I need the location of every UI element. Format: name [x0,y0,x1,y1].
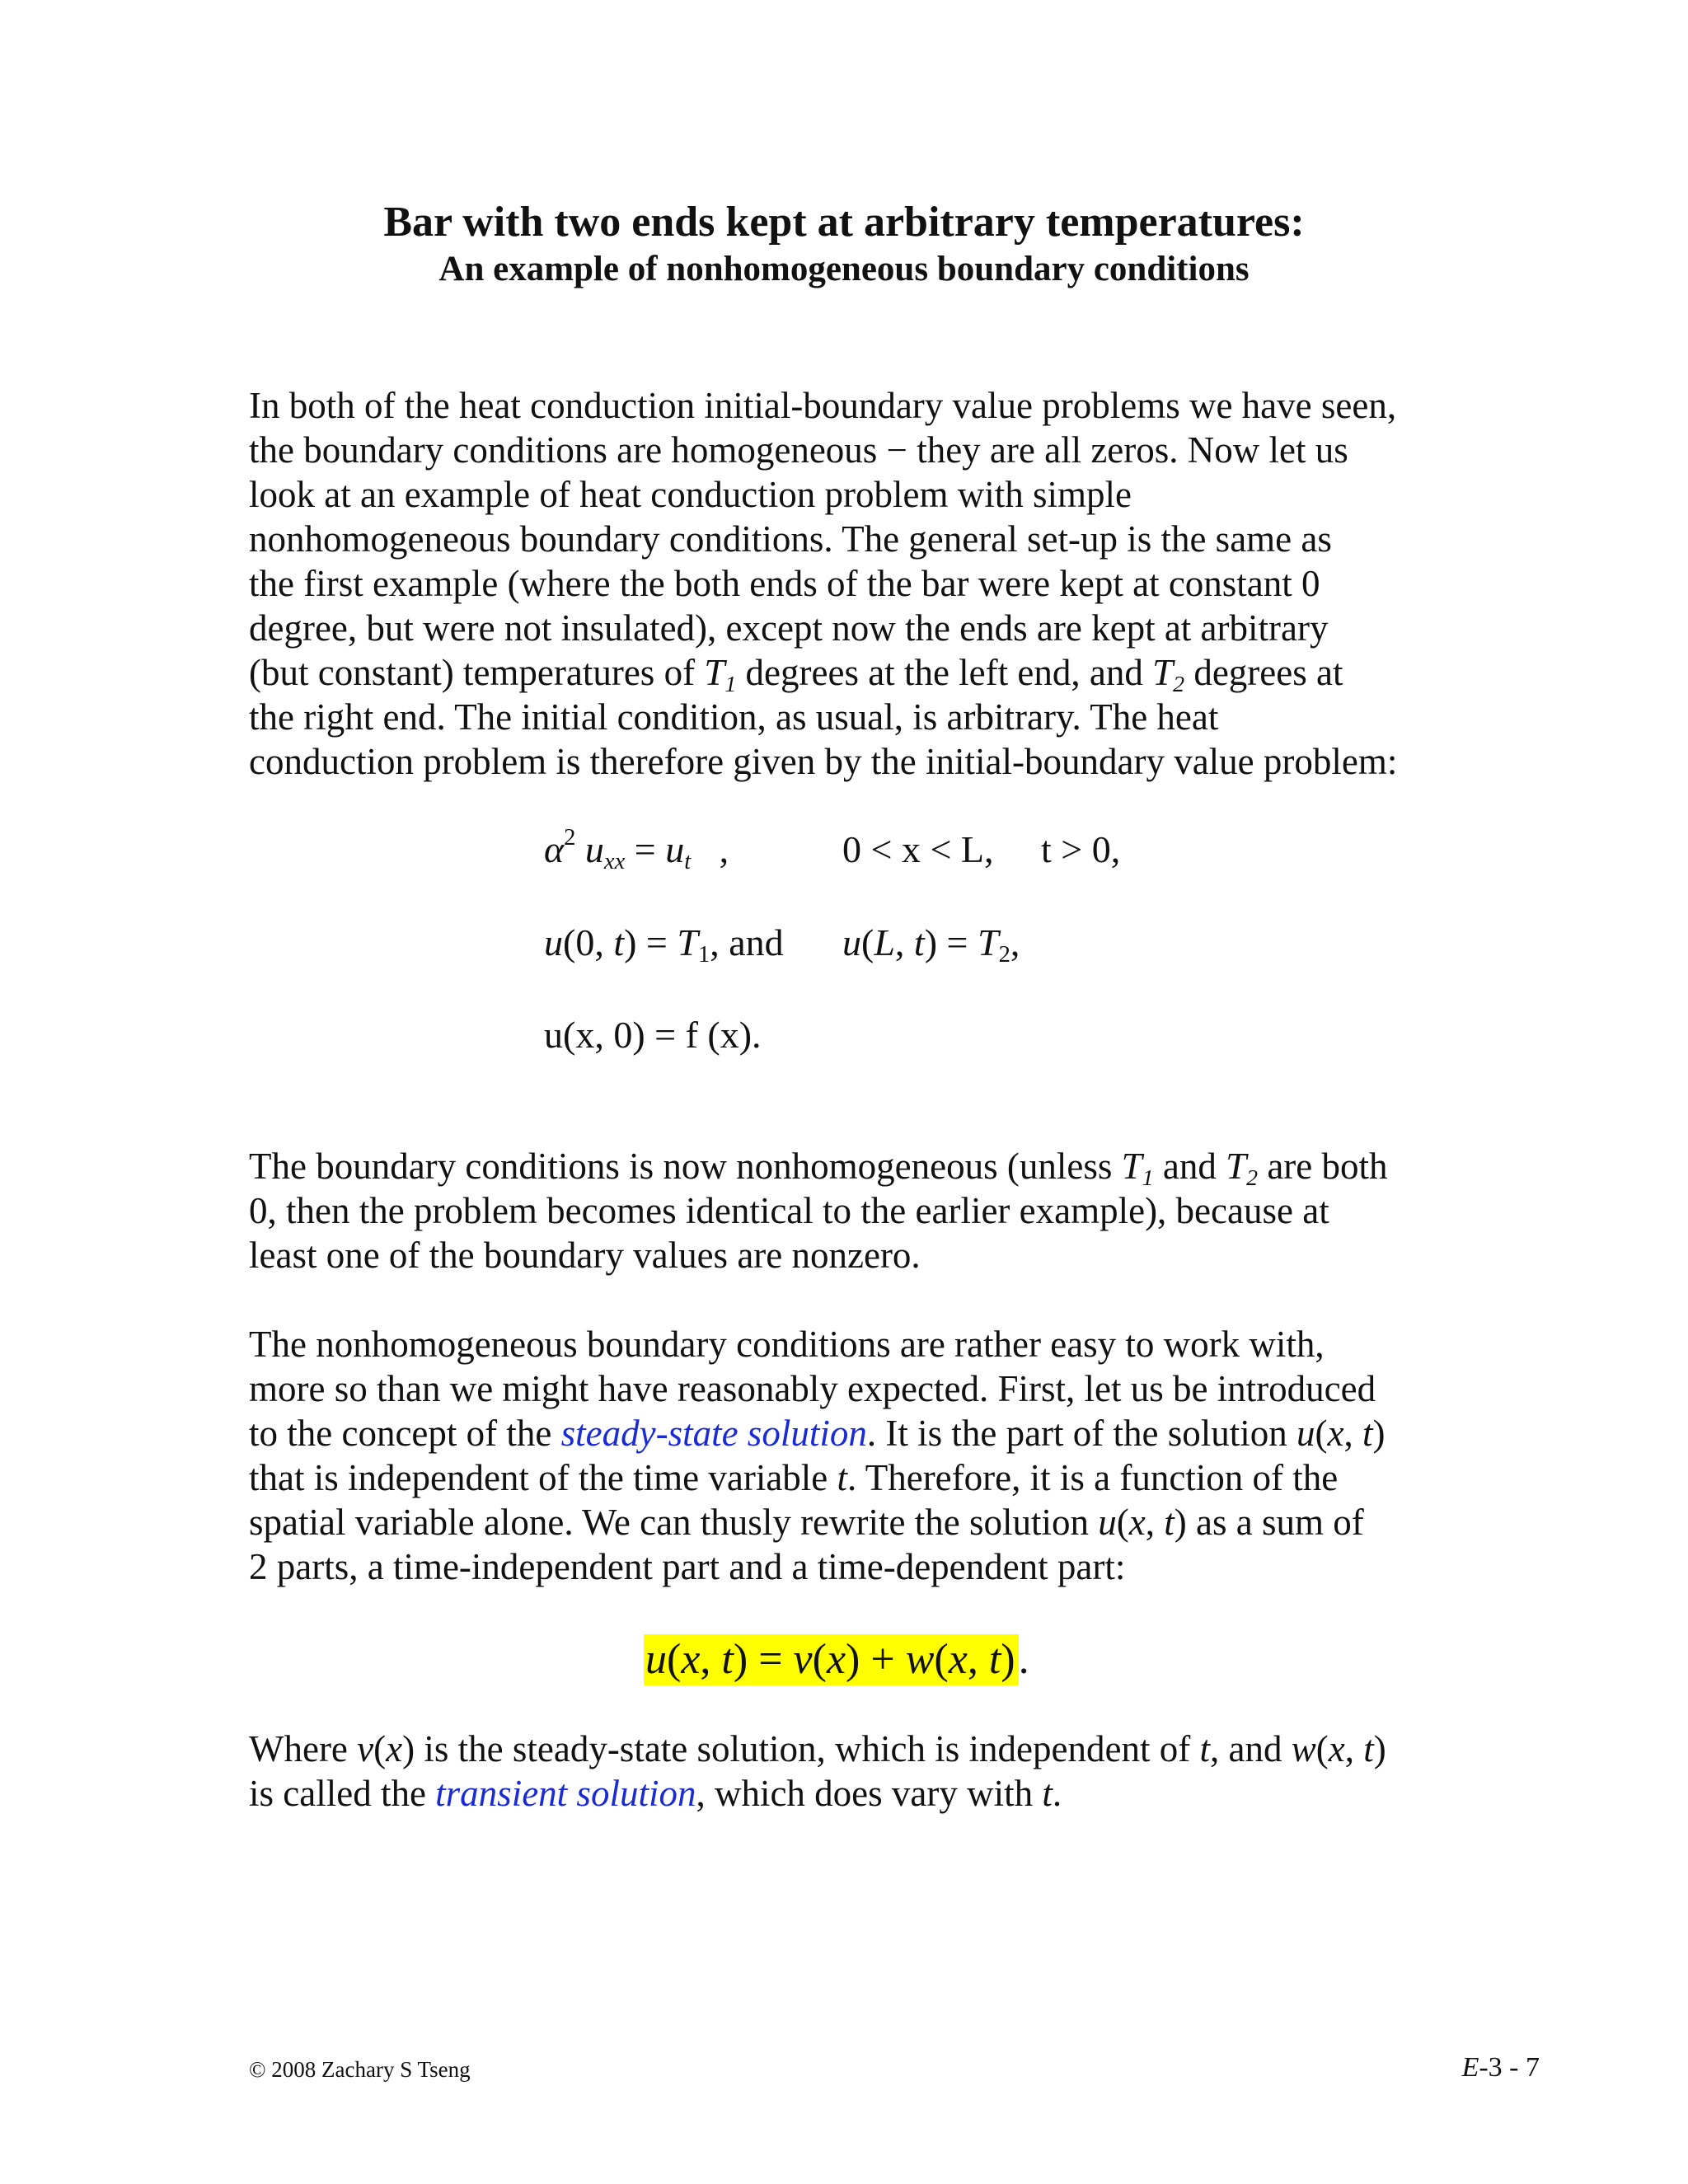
text-line: least one of the boundary values are nonzero. [249,1235,921,1276]
time-range: t > 0, [1040,828,1121,870]
text-fragment: . It is the part of the solution [866,1413,1297,1454]
term-steady-state-solution: steady-state solution [560,1413,867,1454]
period: . [1018,1636,1029,1683]
text-line: more so than we might have reasonably expected. First, let us be introduced [249,1368,1376,1409]
symbol-T1: $T_1$ [1121,1146,1154,1191]
text-line [249,650,1485,695]
space-range: 0 < x < L, [842,828,994,870]
equals-sign: = [625,828,666,870]
text-fragment: The boundary conditions is now nonhomogeneous (unless [249,1146,1122,1187]
page-prefix: E [1461,2052,1479,2083]
term-transient-solution: transient solution [435,1773,696,1814]
text-fragment: is the steady-state solution, which is independent of [415,1728,1200,1769]
steady-state-paragraph [249,1322,1485,1589]
decomposition-equation [644,1634,1029,1685]
boundary-paragraph [249,1144,1485,1277]
symbol-u: u [1296,1413,1315,1454]
text-line: to the concept of the steady-state solution. It is the part of the solution u(x, t) [249,1413,1386,1454]
symbol-t: t [837,1457,848,1498]
text-fragment: is called the [249,1773,436,1814]
text-line: look at an example of heat conduction problem with simple [249,474,1132,515]
text-fragment: , which does vary with [696,1773,1043,1814]
text-fragment: , and [1209,1728,1292,1769]
boundary-condition-right: u(L, $t) = T_2$, [842,921,1020,968]
text-line: In both of the heat conduction initial-boundary value problems we have seen, [249,385,1397,426]
highlighted-equation: u(x, t) = v(x) + w(x, t) [644,1634,1019,1685]
intro-paragraph [249,383,1485,784]
transient-paragraph [249,1727,1485,1816]
page-title: Bar with two ends kept at arbitrary temperatures: [383,199,1305,246]
text-line [249,1455,1485,1500]
symbol-T2: $T_2$ [1226,1146,1259,1191]
text-fragment: . Therefore, it is a function of the [847,1457,1339,1498]
text-fragment: degrees at the left end, and [736,652,1153,693]
text-line: Where v(x) is the steady-state solution, which is independent of t, and w(x, t) [249,1728,1386,1769]
text-line: conduction problem is therefore given by the initial-boundary value problem: [249,741,1398,782]
text-fragment: that is independent of the time variable [249,1457,837,1498]
text-fragment: as a sum of [1186,1502,1364,1543]
text-fragment: . [1052,1773,1062,1814]
text-fragment: Where [249,1728,358,1769]
initial-condition: u(x, 0) = f (x). [544,1014,762,1056]
text-line: 0, then the problem becomes identical to the earlier example), because at [249,1190,1329,1231]
text-fragment: and [1153,1146,1226,1187]
boundary-condition-left: u(0, $t) = T_1$, and [544,921,784,968]
text-line [249,1144,1485,1191]
text-line: degree, but were not insulated), except now the ends are kept at arbitrary [249,607,1329,649]
heat-equation: $\alpha^2$ $u_{xx} = u_t$ , [544,824,729,874]
text-line: the boundary conditions are homogeneous − they are all zeros. Now let us [249,429,1348,471]
domain-conditions [842,827,1120,873]
page-number-text: -3 - 7 [1479,2052,1540,2083]
symbol-u: u [1098,1502,1117,1543]
text-line: is called the transient solution, which does vary with t. [249,1773,1062,1814]
symbol-T1: $T_1$ [704,652,737,697]
page-number [1462,2052,1540,2083]
symbol-T2: $T_2$ [1152,652,1185,697]
text-fragment: spatial variable alone. We can thusly rewrite the solution [249,1502,1099,1543]
text-line: The nonhomogeneous boundary conditions are rather easy to work with, [249,1324,1325,1365]
text-fragment: degrees at [1184,652,1343,693]
text-line: the right end. The initial condition, as usual, is arbitrary. The heat [249,696,1219,738]
text-line: 2 parts, a time-independent part and a time-dependent part: [249,1546,1126,1587]
comma: , [719,828,729,870]
text-fragment: are both [1258,1146,1388,1187]
text-fragment: , [1010,921,1020,963]
copyright-footer: © 2008 Zachary S Tseng [249,2057,471,2082]
text-fragment: , and [710,921,784,963]
text-line: the first example (where the both ends of the bar were kept at constant 0 [249,563,1320,604]
page-subtitle: An example of nonhomogeneous boundary conditions [438,250,1250,288]
text-line: nonhomogeneous boundary conditions. The general set-up is the same as [249,518,1332,560]
text-line: spatial variable alone. We can thusly rewrite the solution u(x, t) as a sum of [249,1502,1364,1543]
text-fragment: to the concept of the [249,1413,561,1454]
text-fragment: (but constant) temperatures of [249,652,705,693]
